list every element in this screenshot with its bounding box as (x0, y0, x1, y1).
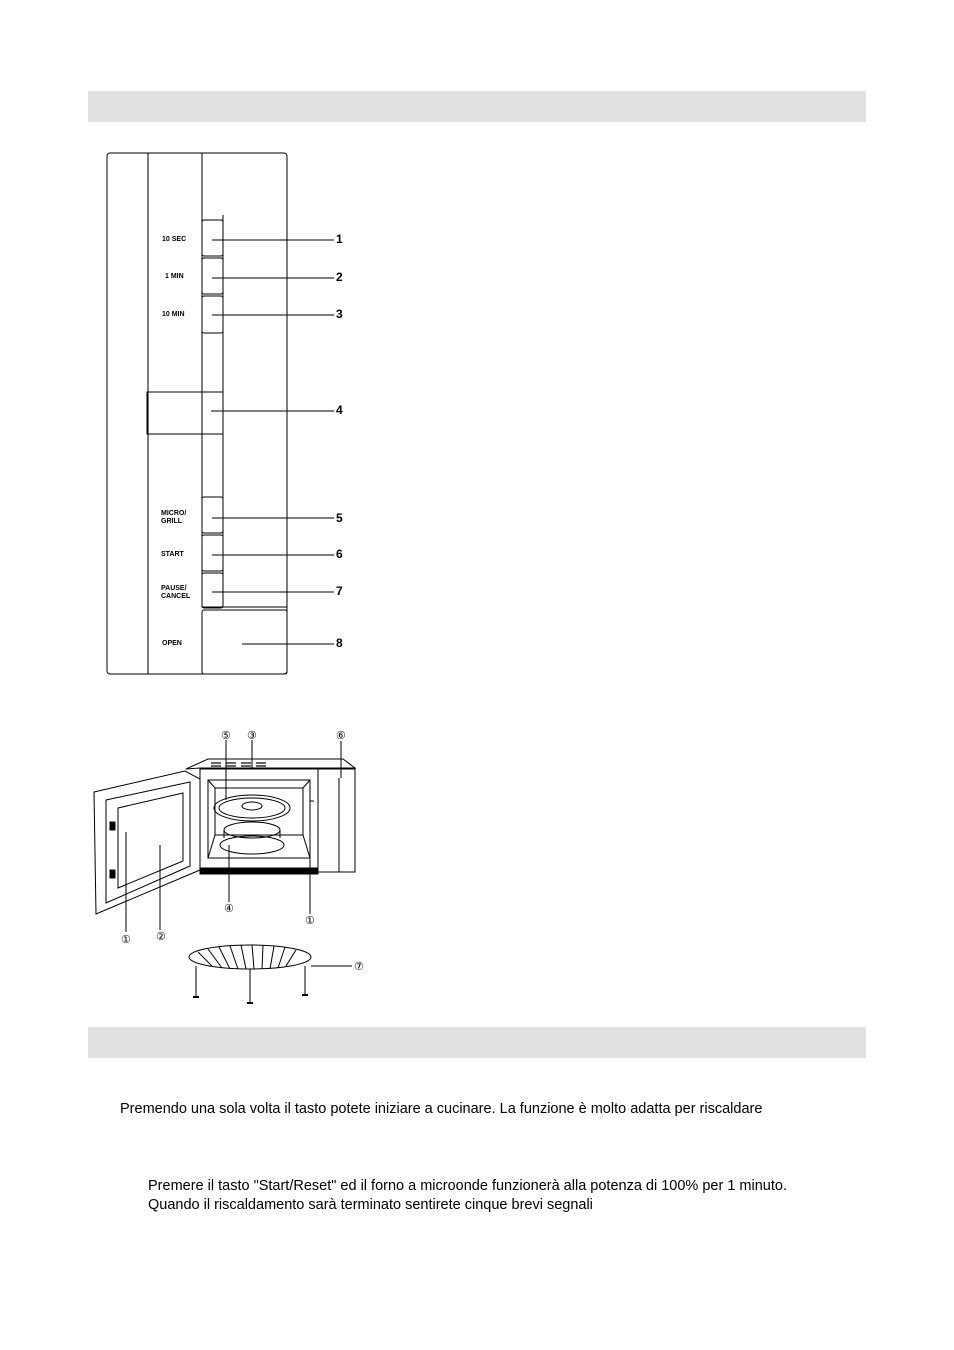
step-line-2: Quando il riscaldamento sarà terminato sentirete cinque brevi segnali (148, 1197, 593, 1213)
label-pause: PAUSE/ (161, 585, 187, 592)
control-panel-diagram (107, 153, 334, 674)
oven-callout-6: ⑥ (336, 730, 346, 742)
oven-callout-7: ⑦ (354, 961, 364, 973)
oven-callout-1-right: ① (305, 915, 315, 927)
section-header-band-bottom (88, 1027, 866, 1058)
callout-number-6: 6 (336, 547, 343, 561)
callout-number-2: 2 (336, 270, 343, 284)
label-cancel: CANCEL (161, 593, 191, 600)
callout-number-3: 3 (336, 307, 343, 321)
label-start: START (161, 551, 184, 558)
panel-inner-column (202, 153, 287, 607)
oven-callout-4: ④ (224, 903, 234, 915)
button-open (202, 610, 287, 674)
callout-number-5: 5 (336, 511, 343, 525)
label-10min: 10 MIN (162, 311, 185, 318)
button-10sec (202, 220, 223, 256)
button-start (202, 535, 223, 571)
oven-callout-3: ③ (247, 730, 257, 742)
label-1min: 1 MIN (165, 273, 184, 280)
label-open: OPEN (162, 640, 182, 647)
panel-outer-frame (107, 153, 287, 674)
oven-callout-2: ② (156, 931, 166, 943)
button-1min (202, 258, 223, 294)
button-pause-cancel (202, 573, 223, 608)
callout-number-7: 7 (336, 584, 343, 598)
button-micro-grill (202, 497, 223, 533)
callout-number-4: 4 (336, 403, 343, 417)
label-grill: GRILL (161, 518, 182, 525)
callout-number-8: 8 (336, 636, 343, 650)
oven-diagram (94, 740, 355, 1003)
label-10sec: 10 SEC (162, 236, 187, 243)
display-window (147, 392, 223, 434)
step-line-1: Premere il tasto "Start/Reset" ed il forno a microonde funzionerà alla potenza di 100% per 1 minuto. (148, 1178, 787, 1194)
oven-callout-1-left: ① (121, 934, 131, 946)
oven-callout-5: ⑤ (221, 730, 231, 742)
label-micro: MICRO/ (161, 510, 187, 517)
intro-paragraph: Premendo una sola volta il tasto potete iniziare a cucinare. La funzione è molto adatta per riscaldare (120, 1101, 763, 1117)
callout-number-1: 1 (336, 232, 343, 246)
